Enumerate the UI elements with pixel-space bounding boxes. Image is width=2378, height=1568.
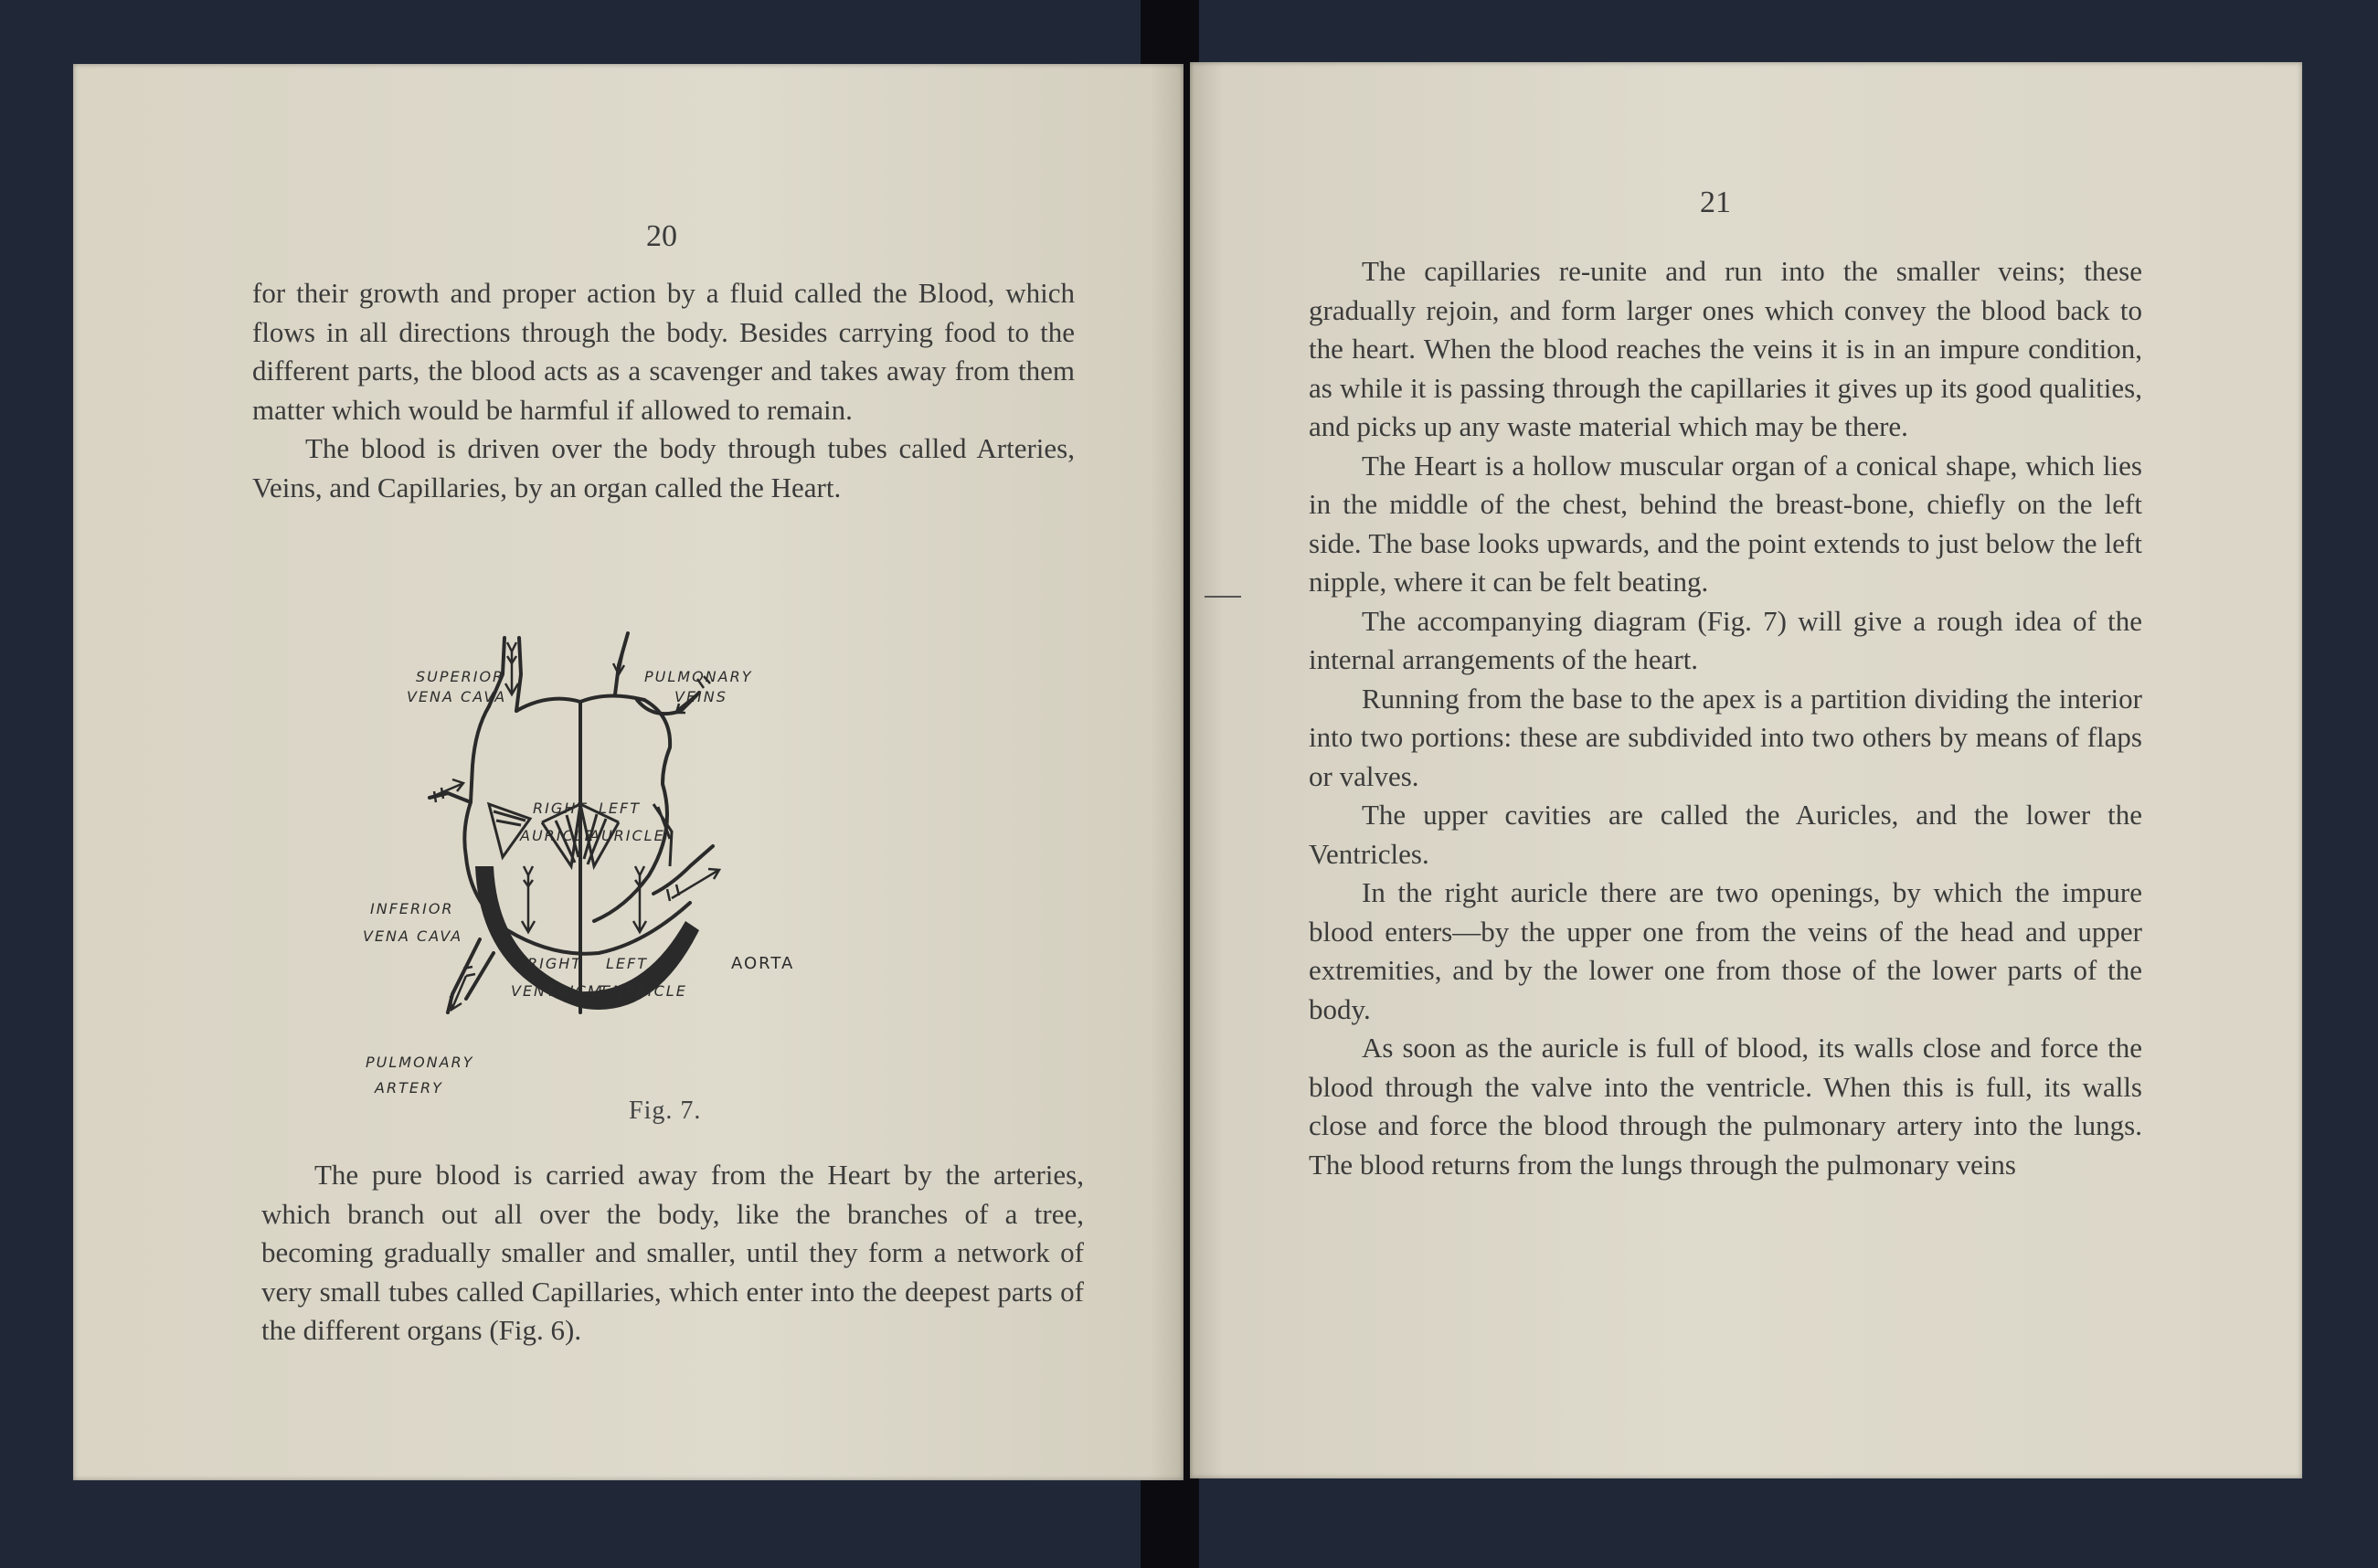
label-inferior-vena-cava: VENA CAVA [363,927,463,945]
page-number: 20 [646,219,677,253]
paragraph: Running from the base to the apex is a partition dividing the interior into two portions: these are subdivided into two others by means of flaps or valves. [1309,682,2142,792]
label-pulmonary-veins: PULMONARY [644,668,753,685]
paragraph: The accompanying diagram (Fig. 7) will give a rough idea of the internal arrangements of the heart. [1309,604,2142,675]
heart-diagram [363,592,891,1104]
label-pulmonary-artery: PULMONARY [366,1054,474,1071]
paragraph: The capillaries re-unite and run into the smaller veins; these gradually rejoin, and form larger ones which convey the blood back to the heart. When the blood reaches the veins it is in an impure condition, as while it is passing through the capillaries it gives up its good qualities, and picks up any waste material which may be there. [1309,255,2142,442]
paragraph: The upper cavities are called the Auricles, and the lower the Ventricles. [1309,799,2142,870]
arrow-icon [522,875,535,932]
heart-diagram-svg [363,592,891,1104]
right-page [1190,62,2302,1478]
paragraph: The Heart is a hollow muscular organ of a conical shape, which lies in the middle of the chest, behind the breast-bone, chiefly on the left side. The base looks upwards, and the point extends to just below the left nipple, where it can be felt beating. [1309,449,2142,598]
aorta-vessel [653,846,713,894]
pulmonary-artery-vessel [448,939,480,1012]
left-page-lower-text [261,1156,1084,1351]
left-page-upper-text [252,274,1075,507]
label-right-ventricle: VENTRICLE [511,982,609,1000]
label-pulmonary-artery: ARTERY [375,1079,443,1097]
label-left-ventricle: LEFT [606,955,648,972]
figure-caption: Fig. 7. [629,1097,702,1125]
label-left-auricle: LEFT [599,800,641,817]
paragraph: The pure blood is carried away from the Heart by the arteries, which branch out all over the body, like the branches of a tree, becoming gradually smaller and smaller, until they form a network of very small tubes called Capillaries, which enter into the deepest parts of the different organs (Fig. 6). [261,1159,1084,1346]
label-right-auricle: AURICLE [520,827,596,844]
label-aorta: AORTA [731,954,795,973]
label-superior-vena-cava: VENA CAVA [407,688,507,705]
paragraph: for their growth and proper action by a fluid called the Blood, which flows in all directions through the body. Besides carrying food to the different parts, the blood acts as a scavenger and takes away from them matter which would be harmful if allowed to remain. [252,277,1075,426]
right-page-text [1309,252,2142,1184]
paragraph: As soon as the auricle is full of blood, its walls close and force the blood through the valve into the ventricle. When this is full, its walls close and force the blood through the pulmonary artery into the lungs. The blood returns from the lungs through the pulmonary veins [1309,1032,2142,1181]
left-page [73,64,1184,1480]
page-mark [1205,596,1241,598]
paragraph: In the right auricle there are two openings, by which the impure blood enters—by the upper one from the veins of the head and upper extremities, and by the lower one from those of the lower parts of the body. [1309,876,2142,1025]
paragraph: The blood is driven over the body through tubes called Arteries, Veins, and Capillaries, by an organ called the Heart. [252,432,1075,503]
label-superior-vena-cava: SUPERIOR [416,668,505,685]
label-right-auricle: RIGHT [533,800,589,817]
label-inferior-vena-cava: INFERIOR [370,900,454,917]
superior-vena-cava-vessel [516,638,521,711]
page-number: 21 [1700,185,1731,219]
label-left-auricle: AURICLE [589,827,665,844]
label-pulmonary-veins: VEINS [674,688,727,705]
label-right-ventricle: RIGHT [527,955,583,972]
label-left-ventricle: VENTRICLE [589,982,687,1000]
